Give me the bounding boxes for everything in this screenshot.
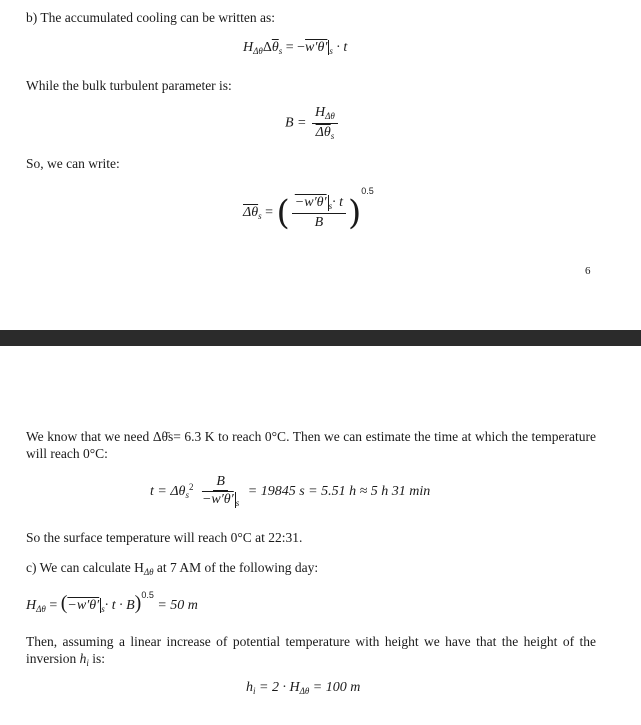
equation-time: $t = \Delta\theta_s^2$ $\frac{B}{-w'\theta' _s}$ = 19845 s = 5.51 h ≈ 5 h 31 min [150, 474, 431, 509]
equation-accumulated-cooling: $H_{\Delta\theta}\Delta\overline{\theta}_s = -w'\theta'$ $_s$ · t [243, 40, 348, 56]
need-delta-theta-text: We know that we need Δθ̄s= 6.3 K to reach 0°C. Then we can estimate the time at which the temperature will reach 0°C: [26, 429, 596, 461]
page-number: 6 [585, 265, 591, 277]
part-b-heading: b) The accumulated cooling can be written as: [26, 10, 276, 25]
equation-inversion-height: $h_i = 2 \cdot H_{\Delta\theta} = 100$ m [246, 680, 361, 696]
part-c-heading: c) We can calculate $H_{\Delta\theta}$ at 7 AM of the following day: [26, 560, 319, 577]
page-separator [0, 330, 641, 346]
equation-bulk-parameter: B = $\frac{H_{\Delta\theta}}{\overline{\Delta\theta}_s}$ [285, 105, 340, 142]
equation-h-delta-theta: $H_{\Delta\theta} = (-w'\theta'$ $_s$· t · B)$^{0.5}$ = 50 m [26, 590, 198, 614]
bulk-parameter-text: While the bulk turbulent parameter is: [26, 78, 232, 93]
so-we-can-write-text: So, we can write: [26, 156, 120, 171]
equation-delta-theta: $\overline{\Delta\theta}_s$ = ( $\frac{-w'\theta' _s\cdot t}{B}$ )$^{0.5}$ [243, 186, 374, 233]
inversion-height-text: Then, assuming a linear increase of potential temperature with height we have that the height of the inversion $h_i$ is: [26, 634, 596, 668]
surface-temperature-text: So the surface temperature will reach 0°C at 22:31. [26, 530, 303, 545]
